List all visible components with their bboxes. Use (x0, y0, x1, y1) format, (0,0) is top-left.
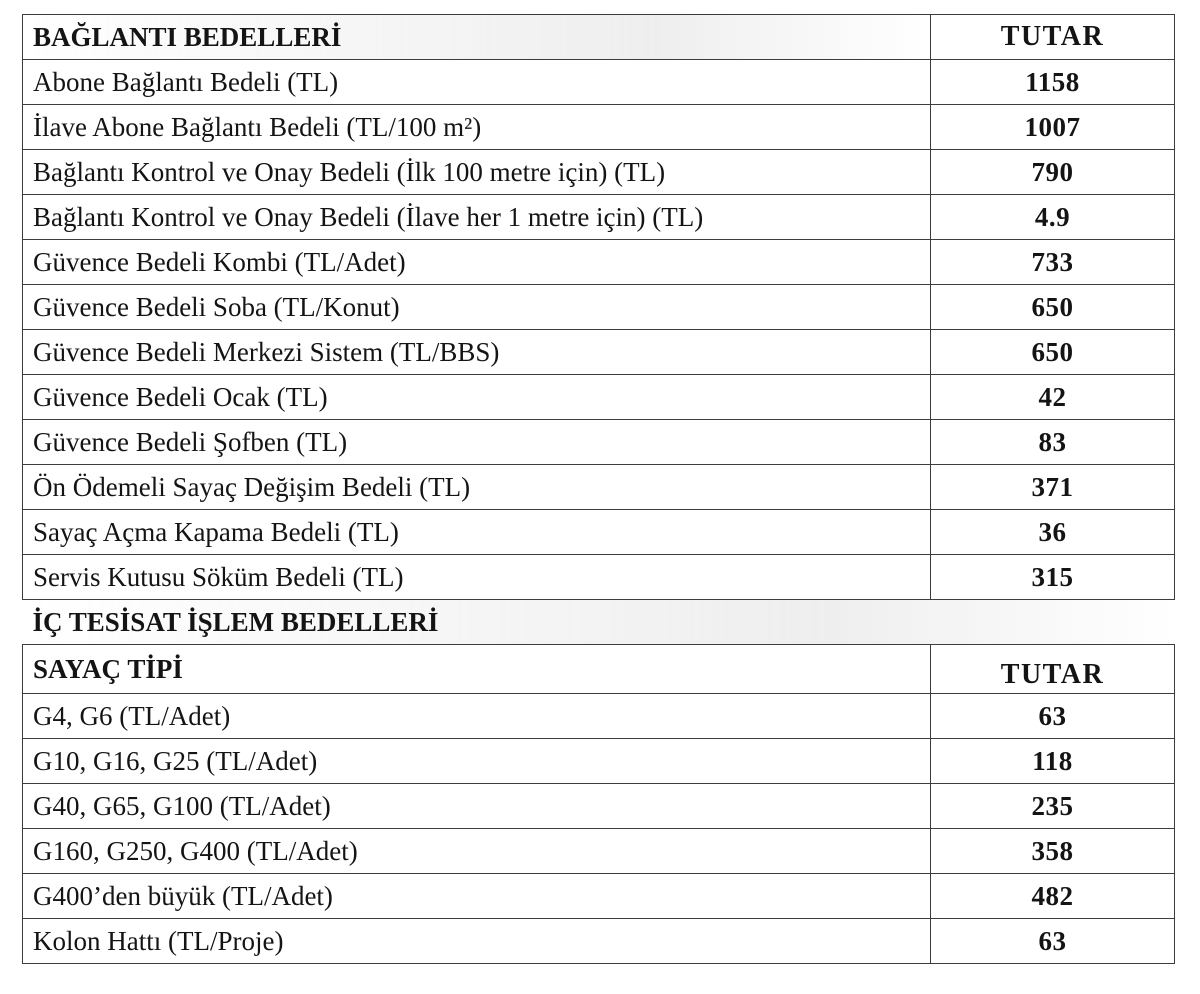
table-row (23, 285, 1175, 330)
table-row (23, 330, 1175, 375)
baglanti-header-label: BAĞLANTI BEDELLERİ (23, 15, 931, 60)
table-row (23, 874, 1175, 919)
table-row (23, 510, 1175, 555)
table-row (23, 150, 1175, 195)
table-row (23, 420, 1175, 465)
fee-label: Servis Kutusu Söküm Bedeli (TL) (23, 555, 931, 600)
meter-amount: 118 (931, 739, 1175, 784)
table-row (23, 465, 1175, 510)
fee-document (22, 14, 1174, 964)
fee-amount: 650 (931, 285, 1175, 330)
meter-amount: 358 (931, 829, 1175, 874)
meter-type-label: G40, G65, G100 (TL/Adet) (23, 784, 931, 829)
fee-label: Güvence Bedeli Merkezi Sistem (TL/BBS) (23, 330, 931, 375)
fee-amount: 1158 (931, 60, 1175, 105)
meter-type-label: G400’den büyük (TL/Adet) (23, 874, 931, 919)
fee-label: Bağlantı Kontrol ve Onay Bedeli (İlave her 1 metre için) (TL) (23, 195, 931, 240)
fee-amount: 83 (931, 420, 1175, 465)
fee-label: Güvence Bedeli Şofben (TL) (23, 420, 931, 465)
fee-amount: 1007 (931, 105, 1175, 150)
ic-tesisat-header-value: TUTAR (931, 645, 1175, 694)
ic-tesisat-section-row (23, 600, 1175, 645)
fee-amount: 733 (931, 240, 1175, 285)
table-row (23, 555, 1175, 600)
fee-label: Güvence Bedeli Kombi (TL/Adet) (23, 240, 931, 285)
fee-label: Ön Ödemeli Sayaç Değişim Bedeli (TL) (23, 465, 931, 510)
meter-amount: 482 (931, 874, 1175, 919)
table-row (23, 105, 1175, 150)
fee-label-text: İlave Abone Bağlantı Bedeli (TL/100 m²) (33, 111, 482, 142)
table-row (23, 195, 1175, 240)
table-row (23, 240, 1175, 285)
meter-amount: 235 (931, 784, 1175, 829)
fee-amount: 42 (931, 375, 1175, 420)
meter-amount: 63 (931, 694, 1175, 739)
meter-type-label: G10, G16, G25 (TL/Adet) (23, 739, 931, 784)
table-row (23, 694, 1175, 739)
fee-label: Abone Bağlantı Bedeli (TL) (23, 60, 931, 105)
fee-label: Sayaç Açma Kapama Bedeli (TL) (23, 510, 931, 555)
fee-amount: 371 (931, 465, 1175, 510)
meter-amount: 63 (931, 919, 1175, 964)
fee-label: Bağlantı Kontrol ve Onay Bedeli (İlk 100 metre için) (TL) (23, 150, 931, 195)
fee-amount: 315 (931, 555, 1175, 600)
fee-label: Güvence Bedeli Ocak (TL) (23, 375, 931, 420)
fee-amount: 790 (931, 150, 1175, 195)
meter-type-label: G4, G6 (TL/Adet) (23, 694, 931, 739)
fee-amount: 4.9 (931, 195, 1175, 240)
fee-label (23, 105, 931, 150)
table-row (23, 829, 1175, 874)
table-row (23, 739, 1175, 784)
fee-amount: 36 (931, 510, 1175, 555)
table-row (23, 60, 1175, 105)
meter-type-label: Kolon Hattı (TL/Proje) (23, 919, 931, 964)
table-row (23, 375, 1175, 420)
baglanti-header-value: TUTAR (931, 15, 1175, 60)
ic-tesisat-section-title: İÇ TESİSAT İŞLEM BEDELLERİ (23, 600, 1175, 645)
ic-tesisat-header-row (23, 645, 1175, 694)
fee-table (22, 14, 1175, 964)
table-row (23, 784, 1175, 829)
table-row (23, 919, 1175, 964)
fee-label: Güvence Bedeli Soba (TL/Konut) (23, 285, 931, 330)
baglanti-header-row (23, 15, 1175, 60)
ic-tesisat-header-label: SAYAÇ TİPİ (23, 645, 931, 694)
fee-amount: 650 (931, 330, 1175, 375)
meter-type-label: G160, G250, G400 (TL/Adet) (23, 829, 931, 874)
